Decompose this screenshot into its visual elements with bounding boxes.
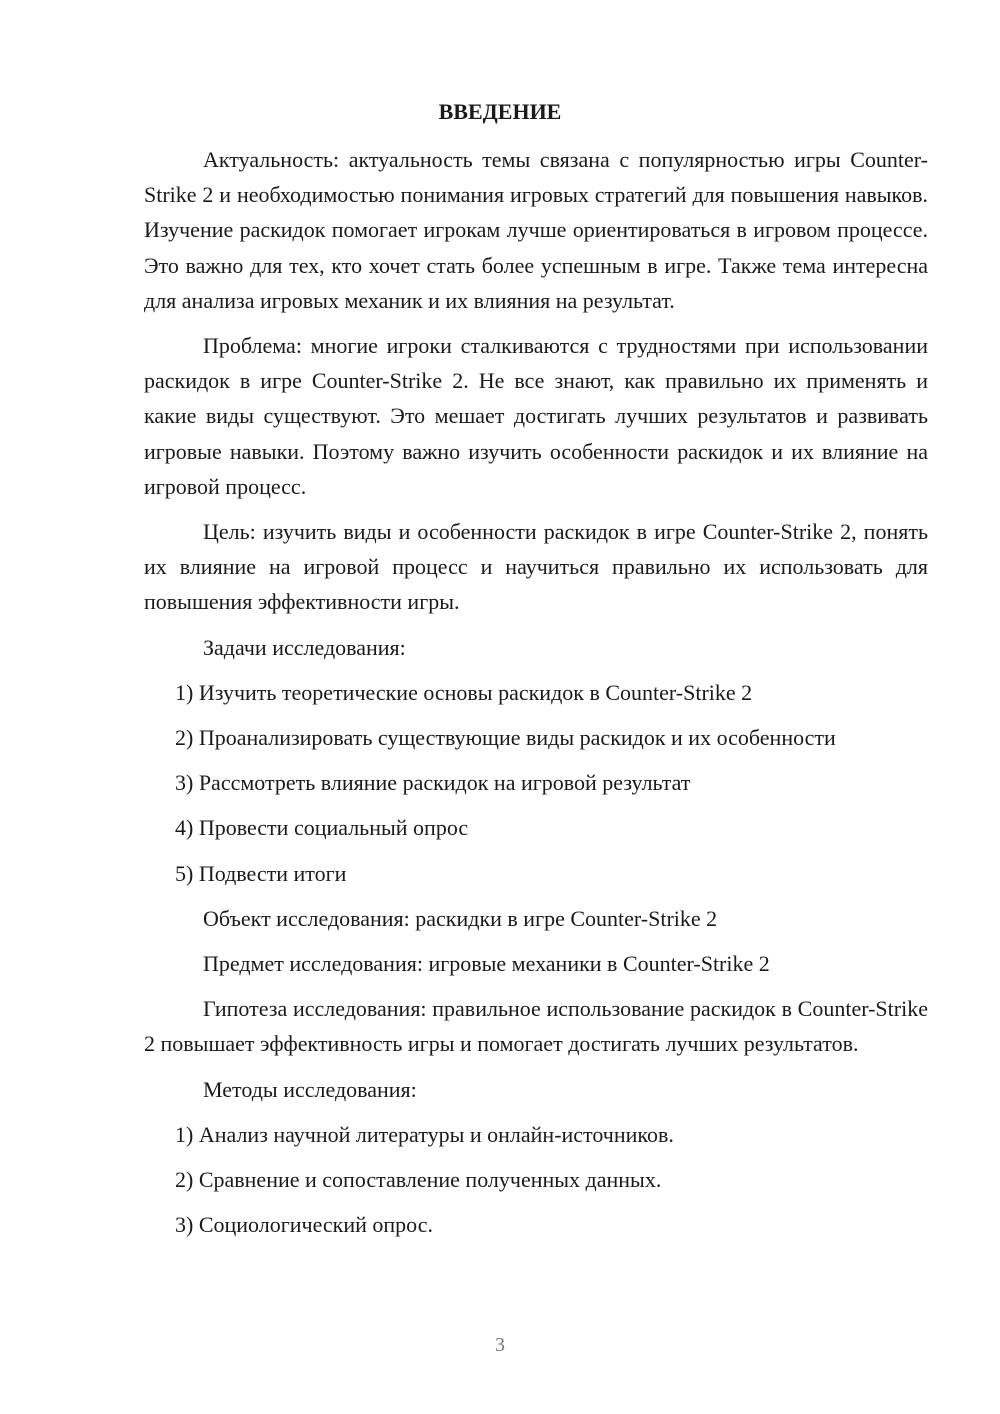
hypothesis-paragraph: Гипотеза исследования: правильное использование раскидок в Counter-Strike 2 повышает эффективность игры и помогает достигать лучших результатов. [144,996,928,1057]
tasks-heading: Задачи исследования: [203,634,406,660]
tasks-list [144,675,928,891]
list-item: 5) Подвести итоги [175,860,347,886]
subject-line: Предмет исследования: игровые механики в Counter-Strike 2 [203,951,770,977]
relevance-paragraph: Актуальность: актуальность темы связана с популярностью игры Counter-Strike 2 и необходимостью понимания игровых стратегий для повышения навыков. Изучение раскидок помогает игрокам лучше ориентироваться в игровом процессе. Это важно для тех, кто хочет стать более успешным в игре. Также тема интересна для анализа игровых механик и их влияния на результат. [144,147,928,313]
list-item: 1) Изучить теоретические основы раскидок в Counter-Strike 2 [175,679,753,705]
list-item: 3) Рассмотреть влияние раскидок на игровой результат [175,770,691,796]
page-number: 3 [495,1334,505,1356]
list-item: 2) Проанализировать существующие виды раскидок и их особенности [175,725,836,751]
methods-heading: Методы исследования: [203,1076,417,1102]
list-item: 3) Социологический опрос. [175,1212,433,1238]
list-item: 2) Сравнение и сопоставление полученных данных. [175,1167,662,1193]
section-title: ВВЕДЕНИЕ [438,99,562,124]
list-item: 4) Провести социальный опрос [175,815,469,841]
list-item: 1) Анализ научной литературы и онлайн-источников. [175,1121,674,1147]
object-line: Объект исследования: раскидки в игре Counter-Strike 2 [203,905,718,931]
methods-list [144,1117,928,1243]
goal-paragraph: Цель: изучить виды и особенности раскидок в игре Counter-Strike 2, понять их влияние на игровой процесс и научиться правильно их использовать для повышения эффективности игры. [144,519,928,615]
document-body [144,142,928,1242]
problem-paragraph: Проблема: многие игроки сталкиваются с трудностями при использовании раскидок в игре Counter-Strike 2. Не все знают, как правильно их применять и какие виды существуют. Это мешает достигать лучших результатов и развивать игровые навыки. Поэтому важно изучить особенности раскидок и их влияние на игровой процесс. [144,333,928,499]
